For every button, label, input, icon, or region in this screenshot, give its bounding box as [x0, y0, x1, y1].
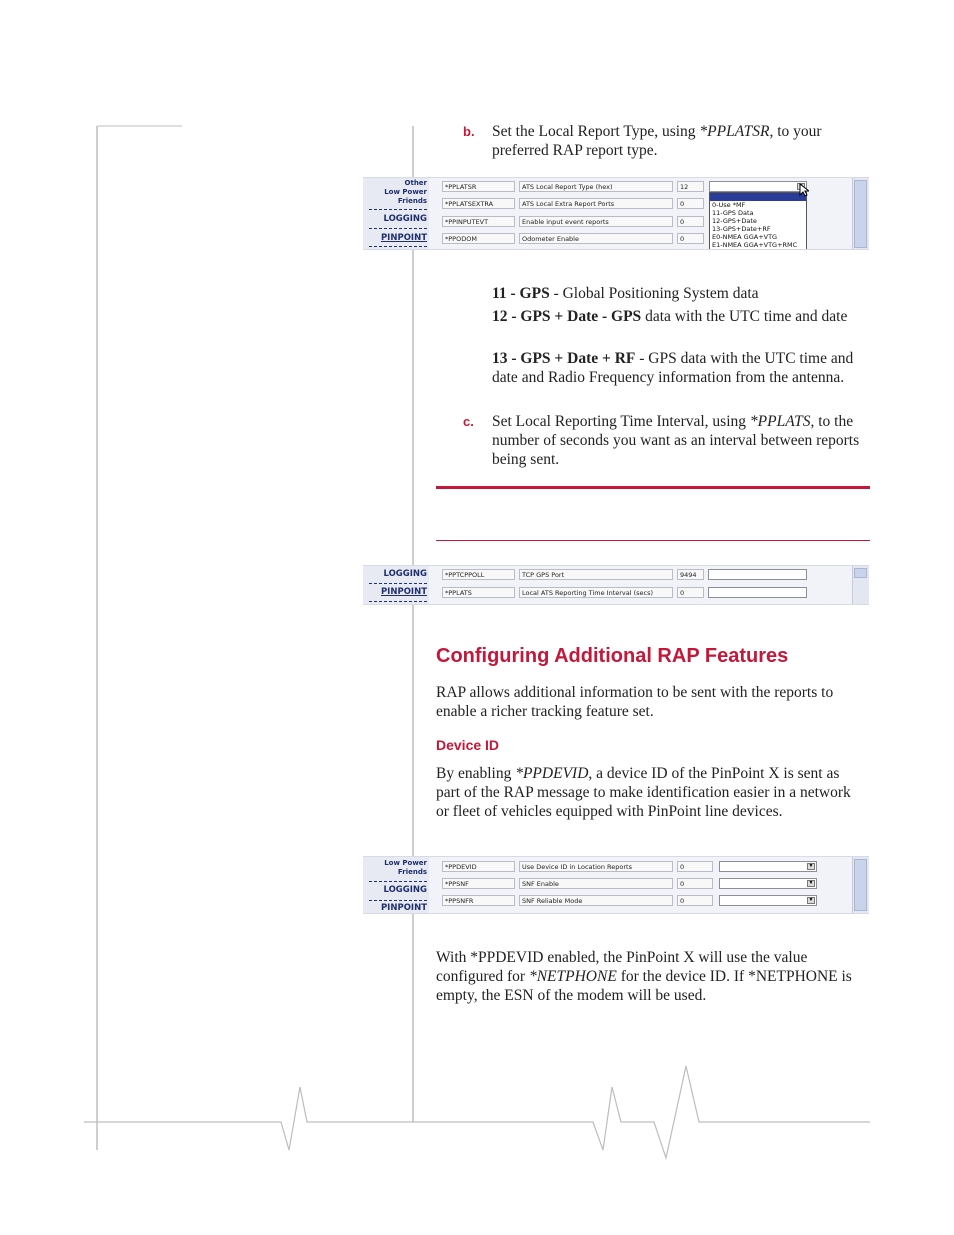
nav-item-pinpoint[interactable]: PINPOINT [380, 587, 427, 597]
param-name: *PPDEVID [442, 861, 515, 872]
dropdown-option[interactable]: 11-GPS Data [712, 209, 754, 217]
param-value: 12 [677, 181, 704, 192]
step-b-letter: b. [463, 124, 475, 139]
param-name: *PPLATSEXTRA [442, 198, 515, 209]
chevron-down-icon[interactable]: ▼ [808, 881, 814, 886]
nav-item-logging[interactable]: LOGGING [383, 214, 427, 224]
nav-item-logging[interactable]: LOGGING [383, 569, 427, 579]
screenshot-report-type [363, 177, 869, 250]
param-desc: Enable input event reports [519, 216, 673, 227]
param-value: 0 [677, 216, 704, 227]
param-name: *PPLATS [442, 587, 515, 598]
screenshot-reporting-interval [363, 565, 869, 605]
nav-item-friends[interactable]: Friends [397, 197, 427, 205]
cursor-icon [799, 183, 809, 197]
dropdown-option[interactable]: 0-Use *MF [712, 201, 746, 209]
param-desc: Use Device ID in Location Reports [519, 861, 673, 872]
note-rule-bottom [436, 540, 870, 541]
param-value: 0 [677, 861, 713, 872]
report-type-dropdown-list[interactable] [709, 192, 807, 250]
scrollbar[interactable] [852, 178, 869, 249]
chevron-down-icon[interactable]: ▼ [808, 898, 814, 903]
section-title: Configuring Additional RAP Features [436, 645, 789, 667]
dropdown-option[interactable]: E0-NMEA GGA+VTG [712, 233, 778, 241]
reporting-interval-input[interactable] [708, 587, 807, 598]
step-c-letter: c. [463, 414, 474, 429]
param-desc: ATS Local Report Type (hex) [519, 181, 673, 192]
ppsnfr-select[interactable] [719, 895, 817, 906]
param-name: *PPINPUTEVT [442, 216, 515, 227]
scrollbar[interactable] [852, 566, 869, 604]
nav-item-pinpoint[interactable]: PINPOINT [380, 233, 427, 243]
param-name: *PPTCPPOLL [442, 569, 515, 580]
nav-column [363, 178, 429, 249]
param-value: 0 [677, 233, 704, 244]
param-value: 0 [677, 587, 704, 598]
dropdown-option[interactable]: 13-GPS+Date+RF [712, 225, 771, 233]
param-value: 0 [677, 895, 713, 906]
param-desc: TCP GPS Port [519, 569, 673, 580]
ppsnf-select[interactable] [719, 878, 817, 889]
nav-column [363, 857, 429, 913]
param-desc: Local ATS Reporting Time Interval (secs) [519, 587, 673, 598]
device-id-paragraph: By enabling *PPDEVID, a device ID of the PinPoint X is sent as part of the RAP message to make identification easier in a network or fleet of vehicles equipped with PinPoint line devices. [436, 765, 851, 820]
dropdown-option[interactable]: E1-NMEA GGA+VTG+RMC [712, 241, 798, 249]
param-desc: SNF Enable [519, 878, 673, 889]
report-type-12: 12 - GPS + Date - GPS data with the UTC time and date [492, 308, 848, 325]
report-type-11: 11 - GPS - Global Positioning System data [492, 285, 759, 302]
param-name: *PPSNFR [442, 895, 515, 906]
param-desc: SNF Reliable Mode [519, 895, 673, 906]
param-value: 9494 [677, 569, 704, 580]
chevron-down-icon[interactable]: ▼ [808, 864, 814, 869]
scrollbar[interactable] [852, 857, 869, 913]
tcp-port-input[interactable] [708, 569, 807, 580]
nav-item-other[interactable]: Other [404, 179, 427, 187]
param-desc: ATS Local Extra Report Ports [519, 198, 673, 209]
nav-item-pinpoint[interactable]: PINPOINT [380, 903, 427, 913]
step-c-text: Set Local Reporting Time Interval, using *PPLATS, to the number of seconds you want as an interval between reports being sent. [492, 413, 860, 468]
nav-item-low-power[interactable]: Low Power [384, 188, 427, 196]
nav-item-low-power[interactable]: Low Power [384, 859, 427, 867]
footer-waveform [84, 1066, 870, 1158]
section-intro: RAP allows additional information to be sent with the reports to enable a richer tracking feature set. [436, 684, 834, 720]
netphone-paragraph: With *PPDEVID enabled, the PinPoint X will use the value configured for *NETPHONE for the device ID. If *NETPHONE is empty, the ESN of the modem will be used. [436, 949, 852, 1004]
nav-item-friends[interactable]: Friends [397, 868, 427, 876]
param-name: *PPSNF [442, 878, 515, 889]
ppdevid-select[interactable] [719, 861, 817, 872]
report-type-13: 13 - GPS + Date + RF - GPS data with the UTC time and date and Radio Frequency information from the antenna. [492, 350, 854, 386]
param-value: 0 [677, 878, 713, 889]
param-name: *PPLATSR [442, 181, 515, 192]
nav-column [363, 566, 429, 604]
param-value: 0 [677, 198, 704, 209]
dropdown-option[interactable]: 12-GPS+Date [712, 217, 757, 225]
step-b-text: Set the Local Report Type, using *PPLATSR, to your preferred RAP report type. [492, 123, 822, 159]
param-desc: Odometer Enable [519, 233, 673, 244]
param-name: *PPODOM [442, 233, 515, 244]
screenshot-device-id [363, 856, 869, 914]
nav-item-logging[interactable]: LOGGING [383, 885, 427, 895]
report-type-select[interactable] [709, 181, 807, 192]
device-id-title: Device ID [436, 737, 500, 753]
note-rule-top [436, 486, 870, 489]
